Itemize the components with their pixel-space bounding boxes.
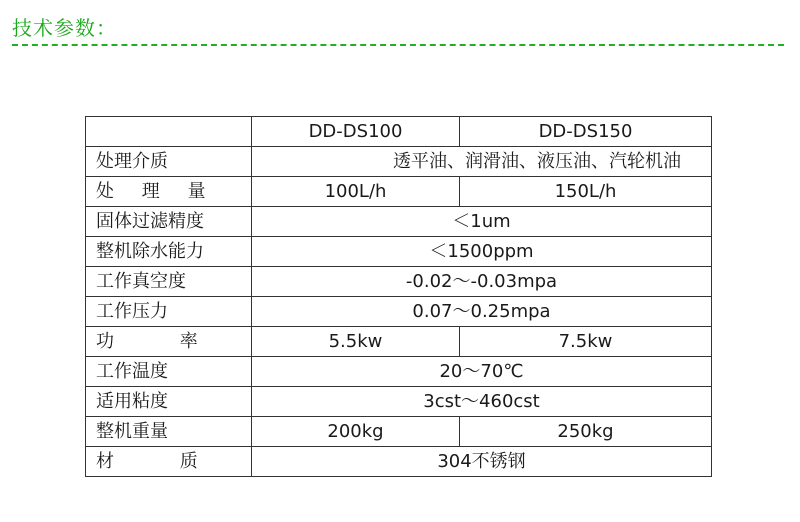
dashed-divider [12,44,784,46]
table-row [86,387,712,417]
row-value-merged: 0.07～0.25mpa [252,297,712,327]
row-label: 工作压力 [86,297,252,327]
row-value-model-1: 100L/h [252,177,460,207]
row-value-merged: 透平油、润滑油、液压油、汽轮机油 [252,147,712,177]
table-row [86,147,712,177]
row-value-merged: -0.02～-0.03mpa [252,267,712,297]
row-label: 固体过滤精度 [86,207,252,237]
row-label: 工作真空度 [86,267,252,297]
spec-table [85,116,712,477]
row-value-model-1: 200kg [252,417,460,447]
table-row [86,417,712,447]
row-value-model-2: 150L/h [460,177,712,207]
row-label: 处理介质 [86,147,252,177]
table-row [86,447,712,477]
row-label: 适用粘度 [86,387,252,417]
row-value-merged: 20～70℃ [252,357,712,387]
section-title: 技术参数： [12,16,117,40]
row-label: 工作温度 [86,357,252,387]
table-row [86,357,712,387]
table-row [86,297,712,327]
header-cell-model-2: DD-DS150 [460,117,712,147]
header-cell-model-1: DD-DS100 [252,117,460,147]
row-value-merged: 304不锈钢 [252,447,712,477]
row-label: 整机重量 [86,417,252,447]
row-value-model-2: 7.5kw [460,327,712,357]
row-value-merged: 3cst～460cst [252,387,712,417]
table-row [86,207,712,237]
table-row [86,267,712,297]
row-value-merged: ＜1500ppm [252,237,712,267]
row-label: 材 质 [86,447,252,477]
table-header-row [86,117,712,147]
row-value-model-1: 5.5kw [252,327,460,357]
row-value-merged: ＜1um [252,207,712,237]
table-row [86,177,712,207]
table-row [86,237,712,267]
table-row [86,327,712,357]
row-label: 整机除水能力 [86,237,252,267]
row-value-model-2: 250kg [460,417,712,447]
row-label: 处 理 量 [86,177,252,207]
header-cell-empty [86,117,252,147]
row-label: 功 率 [86,327,252,357]
